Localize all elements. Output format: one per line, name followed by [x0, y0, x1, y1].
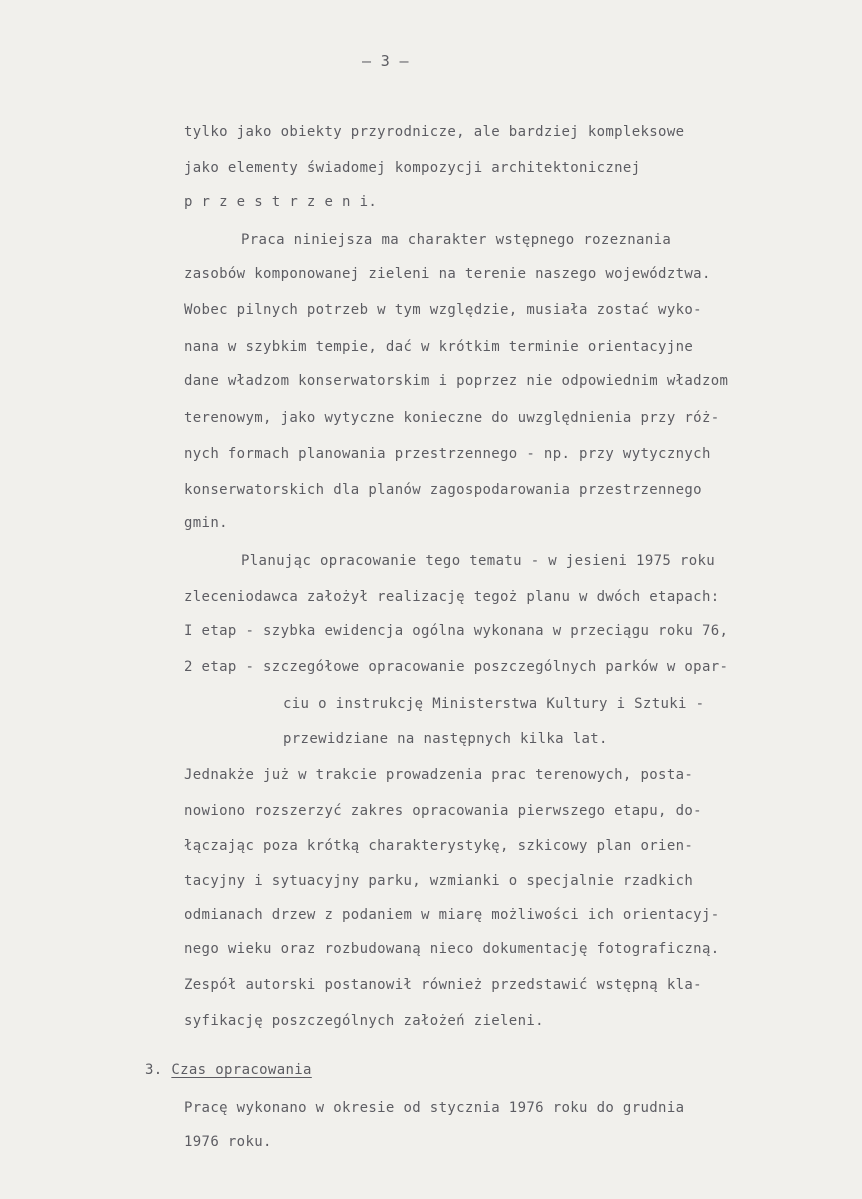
text-line: Pracę wykonano w okresie od stycznia 1976 roku do grudnia: [184, 1100, 685, 1116]
text-line: przewidziane na następnych kilka lat.: [283, 731, 608, 747]
text-line: odmianach drzew z podaniem w miarę możliwości ich orientacyj-: [184, 907, 720, 923]
text-line: nych formach planowania przestrzennego - np. przy wytycznych: [184, 446, 711, 462]
text-line: tylko jako obiekty przyrodnicze, ale bardziej kompleksowe: [184, 124, 685, 140]
text-line: syfikację poszczególnych założeń zieleni.: [184, 1013, 544, 1029]
text-line: p r z e s t r z e n i.: [184, 194, 378, 210]
text-line: łączając poza krótką charakterystykę, szkicowy plan orien-: [184, 838, 694, 854]
text-line: tacyjny i sytuacyjny parku, wzmianki o specjalnie rzadkich: [184, 873, 694, 889]
text-line: zasobów komponowanej zieleni na terenie naszego województwa.: [184, 266, 711, 282]
text-line: ciu o instrukcję Ministerstwa Kultury i Sztuki -: [283, 696, 705, 712]
text-line: Planując opracowanie tego tematu - w jesieni 1975 roku: [241, 553, 716, 569]
text-line: 1976 roku.: [184, 1134, 272, 1150]
text-line: I etap - szybka ewidencja ogólna wykonana w przeciągu roku 76,: [184, 623, 729, 639]
text-line: 2 etap - szczegółowe opracowanie poszczególnych parków w opar-: [184, 659, 729, 675]
text-line: konserwatorskich dla planów zagospodarowania przestrzennego: [184, 482, 702, 498]
text-line: gmin.: [184, 515, 228, 531]
text-line: terenowym, jako wytyczne konieczne do uwzględnienia przy róż-: [184, 410, 720, 426]
text-line: nego wieku oraz rozbudowaną nieco dokumentację fotograficzną.: [184, 941, 720, 957]
text-line: nowiono rozszerzyć zakres opracowania pierwszego etapu, do-: [184, 803, 702, 819]
section-title: Czas opracowania: [171, 1062, 312, 1078]
text-line: Jednakże już w trakcie prowadzenia prac terenowych, posta-: [184, 767, 694, 783]
text-line: nana w szybkim tempie, dać w krótkim terminie orientacyjne: [184, 339, 694, 355]
page-number: — 3 —: [362, 52, 409, 70]
text-line: jako elementy świadomej kompozycji architektonicznej: [184, 160, 641, 176]
text-line: Wobec pilnych potrzeb w tym względzie, musiała zostać wyko-: [184, 302, 702, 318]
text-line: dane władzom konserwatorskim i poprzez nie odpowiednim władzom: [184, 373, 729, 389]
text-line: zleceniodawca założył realizację tegoż planu w dwóch etapach:: [184, 589, 720, 605]
section-heading: [145, 1062, 312, 1078]
text-line: Zespół autorski postanowił również przedstawić wstępną kla-: [184, 977, 702, 993]
section-number: 3.: [145, 1062, 163, 1078]
text-line: Praca niniejsza ma charakter wstępnego rozeznania: [241, 232, 672, 248]
